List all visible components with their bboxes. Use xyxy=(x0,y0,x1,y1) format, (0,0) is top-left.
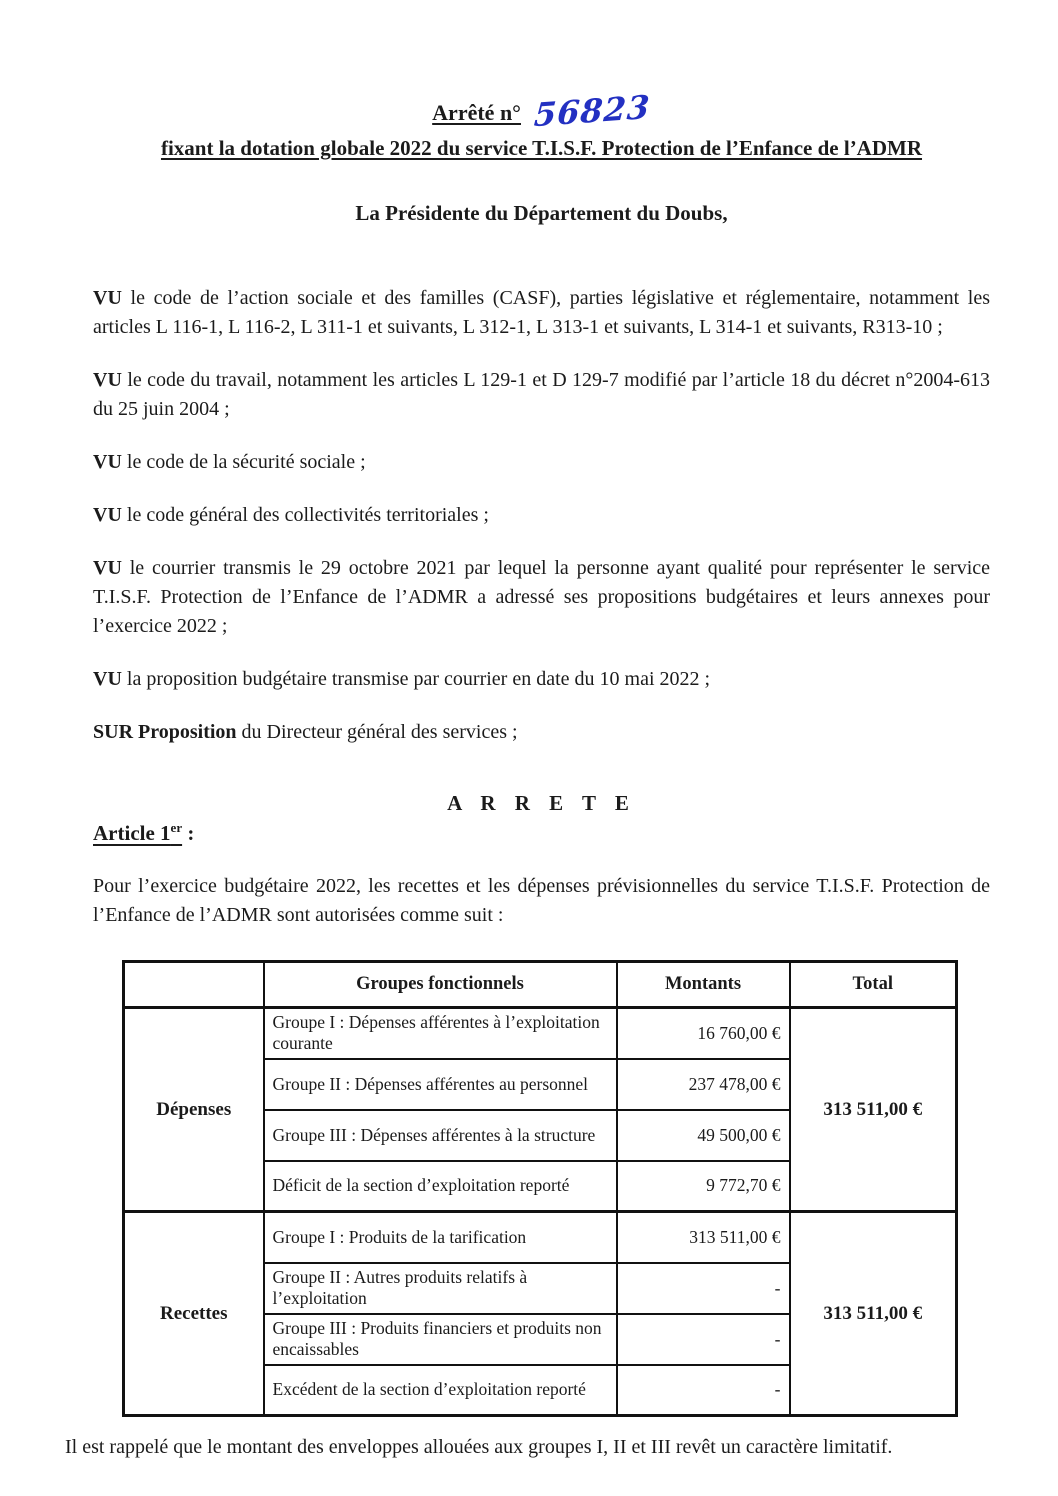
recital-paragraph xyxy=(93,448,990,477)
issuing-authority: La Présidente du Département du Doubs, xyxy=(355,201,728,225)
row-amount: 237 478,00 € xyxy=(617,1059,790,1110)
article-1-body: Pour l’exercice budgétaire 2022, les recettes et les dépenses prévisionnelles du service T.I.S.F. Protection de l’Enfance de l’ADMR sont autorisées comme suit : xyxy=(93,875,990,926)
depenses-total: 313 511,00 € xyxy=(790,1008,957,1212)
recital-keyword: VU xyxy=(93,451,122,473)
article-1-colon: : xyxy=(182,821,195,845)
recettes-section xyxy=(124,1212,957,1416)
arrete-heading: A R R E T E xyxy=(447,791,636,815)
recital-paragraph xyxy=(93,366,990,424)
row-label: Déficit de la section d’exploitation reporté xyxy=(264,1161,617,1212)
recital-paragraph xyxy=(93,718,990,747)
recital-text: le courrier transmis le 29 octobre 2021 par lequel la personne ayant qualité pour représenter le service T.I.S.F. Protection de l’Enfance de l’ADMR a adressé ses propositions budgétaires et leurs annexes pour l’exercice 2022 ; xyxy=(93,557,991,637)
recital-text: du Directeur général des services ; xyxy=(241,721,518,743)
article-1-label-text: Article 1 xyxy=(93,821,171,845)
recital-paragraph xyxy=(93,284,990,342)
decree-title-line xyxy=(93,87,990,135)
row-amount: 49 500,00 € xyxy=(617,1110,790,1161)
row-amount: 16 760,00 € xyxy=(617,1008,790,1059)
row-amount: - xyxy=(617,1263,790,1314)
handwritten-decree-number: 56823 xyxy=(533,87,653,135)
row-label: Groupe II : Dépenses afférentes au personnel xyxy=(264,1059,617,1110)
row-label: Groupe I : Dépenses afférentes à l’exploitation courante xyxy=(264,1008,617,1059)
recital-text: le code du travail, notamment les articles L 129-1 et D 129-7 modifié par l’article 18 du décret n°2004-613 du 25 juin 2004 ; xyxy=(93,369,991,420)
recital-paragraph xyxy=(93,554,990,641)
recital-paragraph xyxy=(93,501,990,530)
recital-text: le code de la sécurité sociale ; xyxy=(126,451,366,473)
row-label: Excédent de la section d’exploitation reporté xyxy=(264,1365,617,1416)
limitative-note: Il est rappelé que le montant des enveloppes allouées aux groupes I, II et III revêt un caractère limitatif. xyxy=(65,1436,893,1458)
budget-table xyxy=(122,960,958,1417)
table-header-row xyxy=(124,962,957,1008)
decree-number-label: Arrêté n° xyxy=(432,100,521,125)
row-label: Groupe I : Produits de la tarification xyxy=(264,1212,617,1263)
row-label: Groupe III : Dépenses afférentes à la structure xyxy=(264,1110,617,1161)
row-label: Groupe II : Autres produits relatifs à l’exploitation xyxy=(264,1263,617,1314)
header-groupes-fonctionnels: Groupes fonctionnels xyxy=(264,962,617,1008)
recital-paragraph xyxy=(93,665,990,694)
row-label: Groupe III : Produits financiers et produits non encaissables xyxy=(264,1314,617,1365)
budget-table-header xyxy=(124,962,957,1008)
recital-keyword: VU xyxy=(93,557,122,579)
recital-keyword: VU xyxy=(93,668,122,690)
depenses-section xyxy=(124,1008,957,1212)
recital-text: le code général des collectivités territoriales ; xyxy=(126,504,489,526)
recettes-total: 313 511,00 € xyxy=(790,1212,957,1416)
recital-text: la proposition budgétaire transmise par courrier en date du 10 mai 2022 ; xyxy=(126,668,711,690)
recital-keyword: VU xyxy=(93,369,122,391)
row-amount: 313 511,00 € xyxy=(617,1212,790,1263)
header-total: Total xyxy=(790,962,957,1008)
table-row xyxy=(124,1008,957,1059)
row-amount: - xyxy=(617,1365,790,1416)
article-1-label xyxy=(93,821,182,845)
header-montants: Montants xyxy=(617,962,790,1008)
category-depenses: Dépenses xyxy=(124,1008,264,1212)
row-amount: - xyxy=(617,1314,790,1365)
article-1-ordinal-sup: er xyxy=(170,820,183,835)
recital-keyword: VU xyxy=(93,504,122,526)
article-1-heading xyxy=(93,820,990,846)
recital-keyword: SUR Proposition xyxy=(93,721,237,743)
row-amount: 9 772,70 € xyxy=(617,1161,790,1212)
decree-subject-line: fixant la dotation globale 2022 du service T.I.S.F. Protection de l’Enfance de l’ADMR xyxy=(160,136,923,160)
table-row xyxy=(124,1212,957,1263)
recital-keyword: VU xyxy=(93,287,122,309)
recitals-section xyxy=(93,284,990,747)
title-block xyxy=(93,87,990,226)
recital-text: le code de l’action sociale et des familles (CASF), parties législative et réglementaire, notamment les articles L 116-1, L 116-2, L 311-1 et suivants, L 312-1, L 313-1 et suivants, L 314-1 et suivants, R313-10 ; xyxy=(93,287,990,338)
header-empty-cell xyxy=(124,962,264,1008)
category-recettes: Recettes xyxy=(124,1212,264,1416)
